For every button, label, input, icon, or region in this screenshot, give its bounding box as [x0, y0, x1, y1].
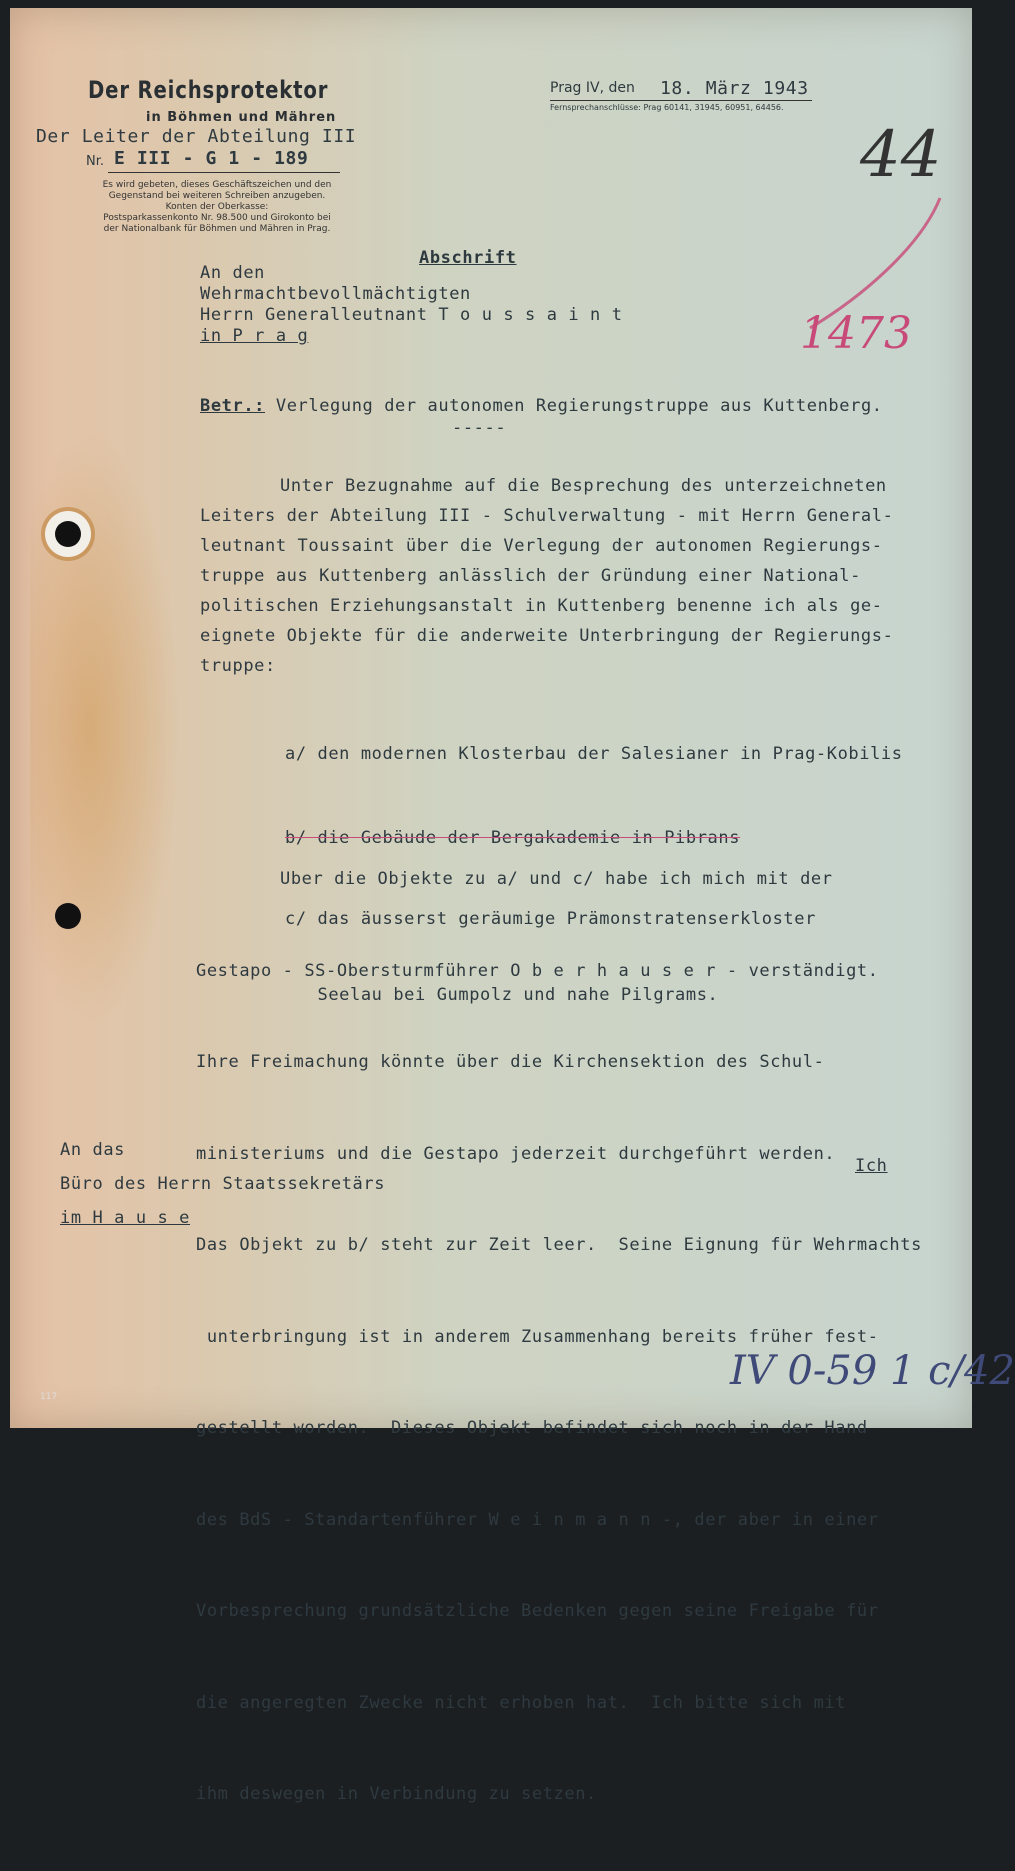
subject-text: Verlegung der autonomen Regierungstruppe aus Kuttenberg. — [275, 396, 883, 416]
option-b-struck: b/ die Gebäude der Bergakademie in Pibrans — [285, 828, 741, 848]
paragraph-2-line: Vorbesprechung grundsätzliche Bedenken gegen seine Freigabe für — [196, 1601, 879, 1621]
paragraph-2-line: die angeregten Zwecke nicht erhoben hat. Ich bitte sich mit — [196, 1692, 847, 1713]
paragraph-2-line: Ihre Freimachung könnte über die Kirchensektion des Schul- — [196, 1052, 825, 1072]
red-pencil-number: 1473 — [800, 308, 912, 359]
recipient-line-1: An den — [200, 263, 266, 283]
rust-stain — [30, 428, 180, 1028]
option-c: c/ das äusserst geräumige Prämonstratenserkloster — [285, 909, 816, 929]
copy-label: Abschrift — [419, 248, 517, 268]
recipient-line-2: Wehrmachtbevollmächtigten — [200, 284, 471, 304]
paragraph-1-line: truppe: — [200, 656, 276, 676]
paragraph-2-line: unterbringung ist in anderem Zusammenhang bereits früher fest- — [196, 1326, 879, 1347]
paragraph-1-line: eignete Objekte für die anderweite Unterbringung der Regierungs- — [200, 626, 894, 646]
paragraph-1-line: Leiters der Abteilung III - Schulverwaltung - mit Herrn General- — [200, 506, 894, 526]
letter-date: 18. März 1943 — [660, 78, 809, 99]
date-underline — [550, 100, 812, 101]
letterhead-subtitle: in Böhmen und Mähren — [146, 110, 337, 125]
paragraph-1-line: truppe aus Kuttenberg anlässlich der Gründung einer National- — [200, 566, 861, 586]
place-label: Prag IV, den — [550, 80, 635, 96]
paragraph-2-line: Das Objekt zu b/ steht zur Zeit leer. Seine Eignung für Wehrmachts — [196, 1235, 922, 1255]
handwritten-file-reference: IV 0-59 1 c/42 — [730, 1348, 1015, 1394]
option-c-continued: Seelau bei Gumpolz und nahe Pilgrams. — [285, 985, 719, 1005]
page-number: 117 — [40, 1392, 58, 1402]
signature: Ich — [855, 1156, 888, 1176]
punch-hole-bottom — [55, 903, 81, 929]
paragraph-2-line: des BdS - Standartenführer W e i n m a n n -, der aber in einer — [196, 1509, 879, 1530]
option-a: a/ den modernen Klosterbau der Salesianer in Prag-Kobilis — [285, 744, 903, 764]
paragraph-2-line: Uber die Objekte zu a/ und c/ habe ich mich mit der — [280, 869, 833, 889]
letterhead-notes: Es wird gebeten, dieses Geschäftszeichen und den Gegenstand bei weiteren Schreiben anzugeben. Konten der Oberkasse: Postsparkassenkonto Nr. 98.500 und Girokonto bei der Nationalbank für Böhmen und Mähren in Prag. — [102, 180, 332, 234]
paragraph-1-line: leutnant Toussaint über die Verlegung der autonomen Regierungs- — [200, 536, 883, 556]
cc-line-3: im H a u s e — [60, 1208, 191, 1228]
subject-label: Betr.: — [200, 396, 266, 416]
paragraph-1 — [200, 471, 893, 681]
punch-hole-top — [55, 521, 81, 547]
red-pencil-stroke — [800, 188, 950, 338]
paragraph-1-line: politischen Erziehungsanstalt in Kuttenberg benenne ich als ge- — [200, 596, 883, 616]
paragraph-1-line: Unter Bezugnahme auf die Besprechung des unterzeichneten — [280, 476, 887, 496]
subject-rule: ----- — [452, 418, 507, 438]
reference-label: Nr. — [86, 154, 105, 169]
paragraph-2-line: ministeriums und die Gestapo jederzeit durchgeführt werden. — [196, 1143, 836, 1164]
recipient-line-4: in P r a g — [200, 326, 309, 346]
recipient-line-3: Herrn Generalleutnant T o u s s a i n t — [200, 305, 623, 325]
paragraph-2-line: Gestapo - SS-Obersturmführer O b e r h a u s e r - verständigt. — [196, 960, 879, 981]
handwritten-number-top: 44 — [860, 118, 942, 192]
cc-block — [60, 1133, 385, 1235]
phone-numbers: Fernsprechanschlüsse: Prag 60141, 31945, 60951, 64456. — [550, 103, 784, 112]
letterhead-department: Der Leiter der Abteilung III — [36, 126, 357, 147]
cc-line-2: Büro des Herrn Staatssekretärs — [60, 1174, 386, 1194]
paragraph-2 — [196, 803, 922, 1871]
letterhead-title: Der Reichsprotektor — [88, 76, 329, 104]
reference-number: E III - G 1 - 189 — [114, 148, 309, 169]
cc-line-1: An das — [60, 1140, 126, 1160]
paragraph-2-line: ihm deswegen in Verbindung zu setzen. — [196, 1784, 597, 1804]
subject-line — [200, 396, 883, 416]
document-page — [10, 8, 1015, 1804]
paragraph-2-line: gestellt worden. Dieses Objekt befindet sich noch in der Hand — [196, 1418, 868, 1438]
recipient-block — [200, 263, 623, 347]
reference-underline — [108, 172, 340, 173]
